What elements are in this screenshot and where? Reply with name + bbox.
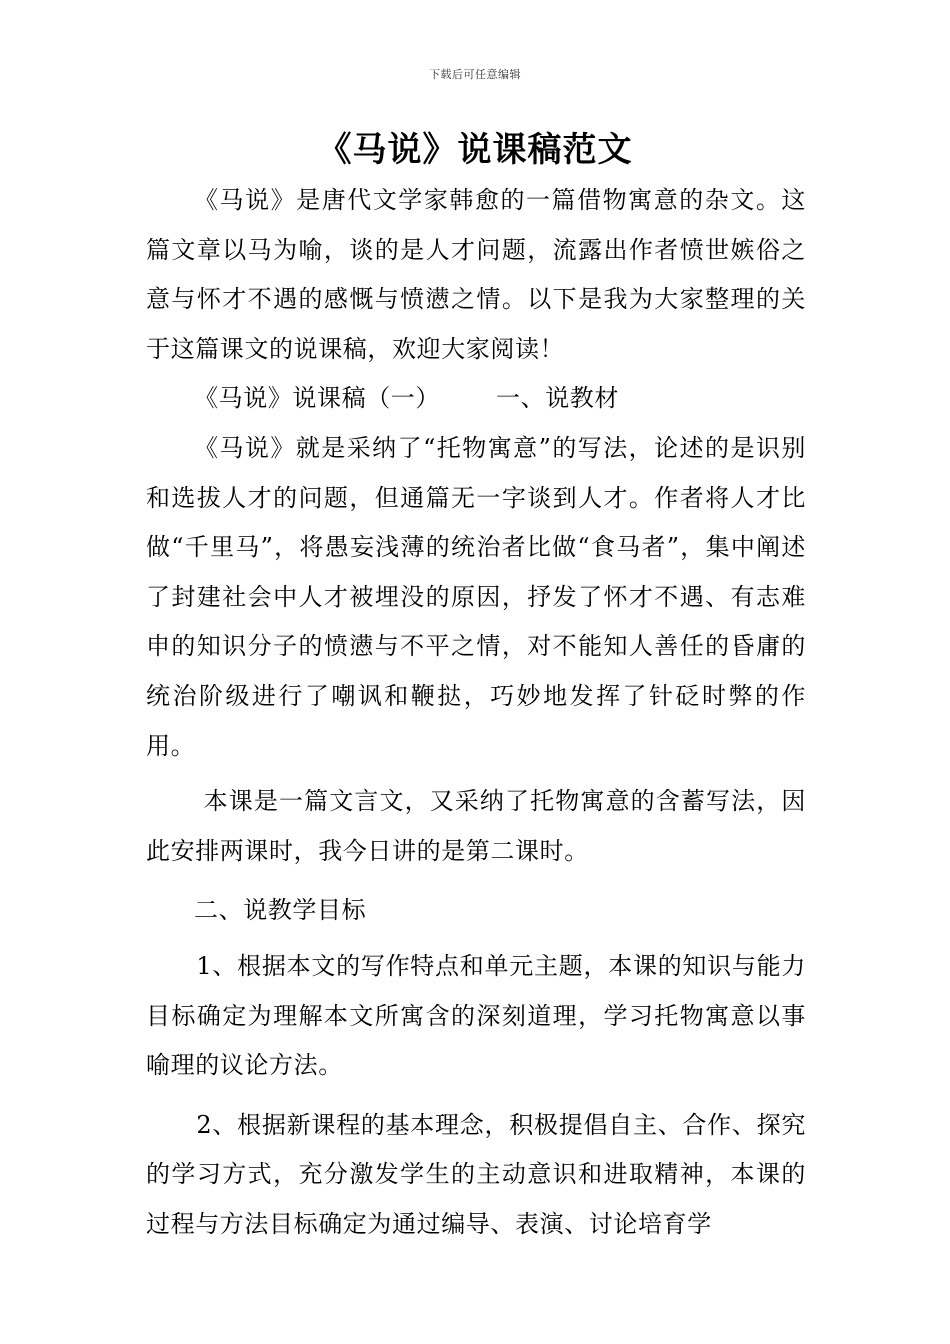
paragraph-goal-1: 1、根据本文的写作特点和单元主题，本课的知识与能力目标确定为理解本文所寓含的深刻道理，学习托物寓意以事喻理的议论方法。 [146,951,806,1080]
document-title: 《马说》说课稿范文 [317,130,633,170]
section-heading-2: 二、说教学目标 [194,896,367,925]
section-heading-1: 一、说教材 [496,384,619,413]
document-body [146,176,806,1249]
paragraph-lesson-plan: 本课是一篇文言文，又采纳了托物寓意的含蓄写法，因此安排两课时，我今日讲的是第二课时。 [146,787,806,865]
paragraph-goal-2: 2、根据新课程的基本理念，积极提倡自主、合作、探究的学习方式，充分激发学生的主动意识和进取精神，本课的过程与方法目标确定为通过编导、表演、讨论培育学 [146,1110,806,1238]
paragraph-teaching-material: 《马说》就是采纳了“托物寓意”的写法，论述的是识别和选拔人才的问题，但通篇无一字谈到人才。作者将人才比做“千里马”，将愚妄浅薄的统治者比做“食马者”，集中阐述了封建社会中人才被埋没的原因，抒发了怀才不遇、有志难申的知识分子的愤懑与不平之情，对不能知人善任的昏庸的统治阶级进行了嘲讽和鞭挞，巧妙地发挥了针砭时弊的作用。 [146,433,806,760]
section-heading-line [146,374,806,424]
header-note: 下载后可任意编辑 [429,68,521,81]
section-title: 《马说》说课稿（一） [194,384,440,413]
intro-paragraph: 《马说》是唐代文学家韩愈的一篇借物寓意的杂文。这篇文章以马为喻，谈的是人才问题，流露出作者愤世嫉俗之意与怀才不遇的感慨与愤懑之情。以下是我为大家整理的关于这篇课文的说课稿，欢迎大家阅读！ [146,186,806,363]
